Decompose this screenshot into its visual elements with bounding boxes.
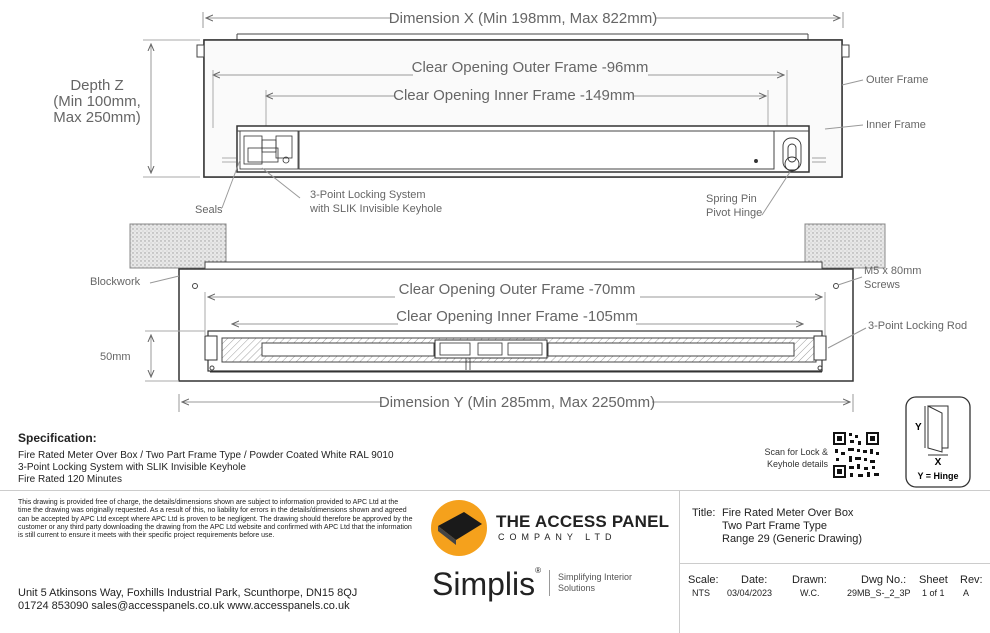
dwg-header: Dwg No.: xyxy=(861,574,907,586)
spec-line-3: Fire Rated 120 Minutes xyxy=(18,474,122,485)
title-line-1: Fire Rated Meter Over Box xyxy=(722,507,854,519)
dimension-x-label: Dimension X (Min 198mm, Max 822mm) xyxy=(388,10,658,27)
clear-opening-outer-top: Clear Opening Outer Frame -96mm xyxy=(411,59,649,76)
company-contact: 01724 853090 sales@accesspanels.co.uk www.accesspanels.co.uk xyxy=(18,600,350,612)
top-view xyxy=(143,12,863,215)
locking-system-line1: 3-Point Locking System xyxy=(310,189,426,201)
locking-system-line2: with SLIK Invisible Keyhole xyxy=(310,203,443,215)
qr-caption-line2: Keyhole details xyxy=(766,459,828,469)
spec-line-1: Fire Rated Meter Over Box / Two Part Frame Type / Powder Coated White RAL 9010 xyxy=(18,450,394,461)
simplis-tagline xyxy=(558,572,658,594)
title-line-2: Two Part Frame Type xyxy=(722,520,827,532)
scale-value: NTS xyxy=(692,588,710,598)
simplis-tagline-2: Solutions xyxy=(558,583,596,593)
door-icon-x: X xyxy=(934,457,942,468)
specification-heading: Specification: xyxy=(18,431,97,445)
inner-frame-label: Inner Frame xyxy=(866,119,926,131)
clear-opening-inner-top: Clear Opening Inner Frame -149mm xyxy=(393,87,635,104)
screws-line1: M5 x 80mm xyxy=(864,265,922,277)
seals-label: Seals xyxy=(195,204,223,216)
simplis-tagline-1: Simplifying Interior xyxy=(558,572,633,582)
scale-header: Scale: xyxy=(688,574,719,586)
company-address: Unit 5 Atkinsons Way, Foxhills Industrial Park, Scunthorpe, DN15 8QJ xyxy=(18,587,358,599)
simplis-reg: ® xyxy=(535,566,542,575)
date-value: 03/04/2023 xyxy=(727,588,773,598)
outer-frame-label: Outer Frame xyxy=(866,74,929,86)
title-block-hline xyxy=(679,563,990,564)
simplis-text: Simplis xyxy=(432,566,536,602)
screws-line2: Screws xyxy=(864,279,901,291)
title-block-divider xyxy=(679,491,680,633)
depth-z-line1: Depth Z xyxy=(70,77,124,94)
depth-z-line3: Max 250mm) xyxy=(53,109,141,126)
sheet-header: Sheet xyxy=(919,574,948,586)
drawn-value: W.C. xyxy=(800,588,820,598)
simplis-logo xyxy=(432,566,541,603)
date-header: Date: xyxy=(741,574,768,586)
dim-50mm-label: 50mm xyxy=(100,351,131,363)
clear-opening-inner-front: Clear Opening Inner Frame -105mm xyxy=(396,308,638,325)
simplis-divider xyxy=(549,570,550,596)
logo-line2: COMPANY LTD xyxy=(498,532,617,542)
clear-opening-outer-front: Clear Opening Outer Frame -70mm xyxy=(398,281,636,298)
blockwork-label: Blockwork xyxy=(90,276,141,288)
depth-z-line2: (Min 100mm, xyxy=(53,93,141,110)
dimension-y-label: Dimension Y (Min 285mm, Max 2250mm) xyxy=(378,394,656,411)
door-icon-y: Y xyxy=(915,422,922,433)
qr-code[interactable] xyxy=(833,432,879,478)
logo-line1: THE ACCESS PANEL xyxy=(496,512,670,531)
footer-divider xyxy=(0,490,990,491)
qr-caption-line1: Scan for Lock & xyxy=(764,447,828,457)
disclaimer-text: This drawing is provided free of charge, the details/dimensions shown are subject to information provided to APC Ltd at the time the drawing was originally requested. As a result of this, no liability for errors in the details/dimensions shown and agreed can be accepted by APC Ltd except where APC Ltd is proven to be negligent. The drawing should therefore be approved by the customer or any third party downloading the drawing from the APC Ltd website and confirmed with APC Ltd that the information is still current to ensure it meets with their specific project requirements before use. xyxy=(18,499,413,540)
door-icon-hinge: Y = Hinge xyxy=(917,471,959,481)
rev-value: A xyxy=(963,588,970,598)
title-label: Title: xyxy=(692,507,716,519)
rev-header: Rev: xyxy=(960,574,983,586)
qr-caption xyxy=(736,446,828,470)
hinge-line1: Spring Pin xyxy=(706,193,757,205)
access-panel-logo-icon xyxy=(428,498,490,558)
drawn-header: Drawn: xyxy=(792,574,827,586)
hinge-line2: Pivot Hinge xyxy=(706,207,763,219)
spec-line-2: 3-Point Locking System with SLIK Invisible Keyhole xyxy=(18,462,246,473)
dwg-value: 29MB_S-_2_3P xyxy=(847,588,911,598)
title-line-3: Range 29 (Generic Drawing) xyxy=(722,533,863,545)
sheet-value: 1 of 1 xyxy=(922,588,945,598)
locking-rod-label: 3-Point Locking Rod xyxy=(868,320,968,332)
